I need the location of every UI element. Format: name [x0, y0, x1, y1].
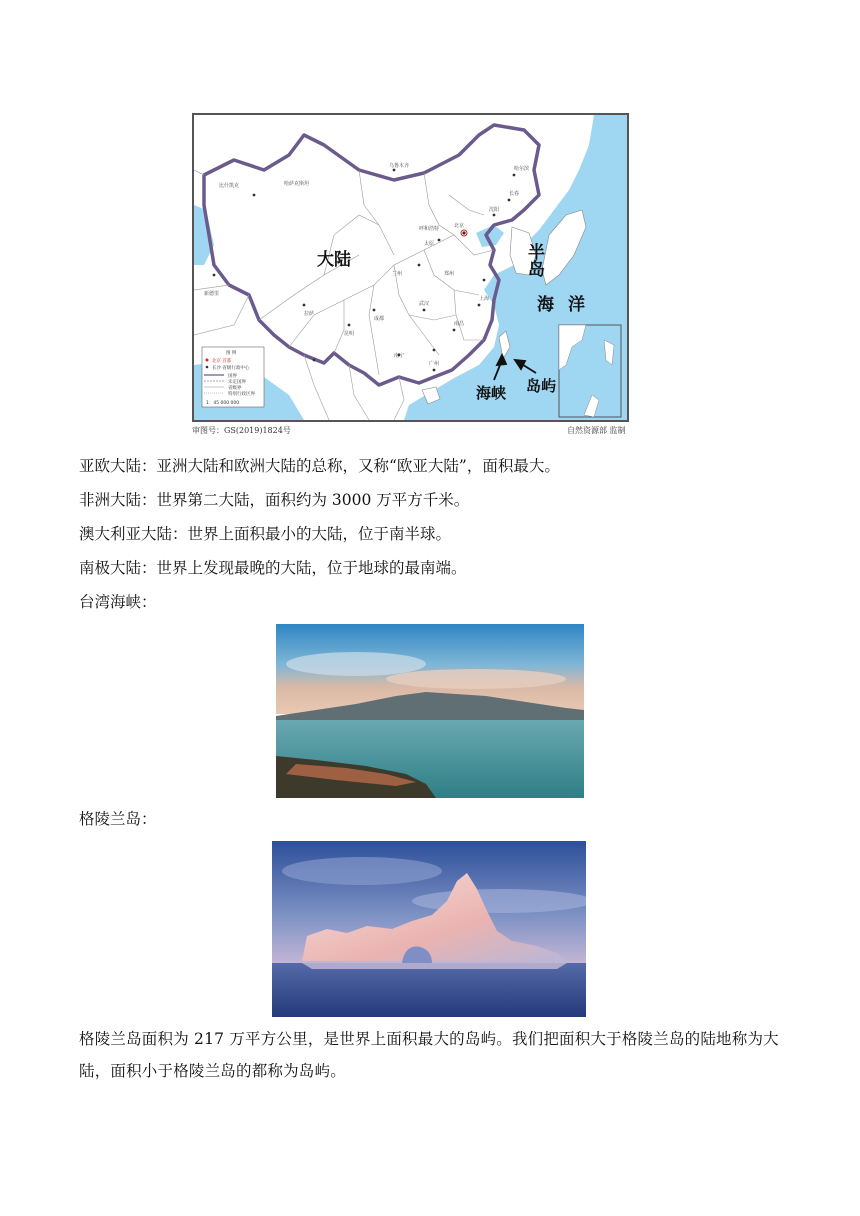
svg-text:比什凯克: 比什凯克	[219, 183, 240, 189]
china-map-figure	[192, 113, 629, 422]
svg-text:郑州: 郑州	[444, 271, 455, 277]
svg-text:1：45 000 000: 1：45 000 000	[206, 401, 240, 406]
china-map	[194, 115, 627, 420]
svg-text:北京 首都: 北京 首都	[212, 359, 232, 364]
paragraph-africa: 非洲大陆：世界第二大陆，面积约为 3000 万平方千米。	[79, 491, 470, 509]
label-dalu: 大陆	[317, 250, 351, 270]
svg-text:成都: 成都	[374, 316, 385, 322]
svg-text:哈萨克斯坦: 哈萨克斯坦	[284, 181, 310, 187]
svg-text:省级界: 省级界	[228, 386, 242, 391]
greenland-iceberg-photo	[272, 841, 586, 1017]
label-haixia: 海峡	[476, 384, 507, 402]
svg-text:沈阳: 沈阳	[489, 207, 500, 213]
svg-text:南宁: 南宁	[394, 353, 405, 359]
svg-text:南昌: 南昌	[454, 321, 465, 327]
svg-text:拉萨: 拉萨	[304, 311, 315, 317]
svg-text:未定国界: 未定国界	[228, 380, 246, 385]
svg-text:国界: 国界	[228, 374, 237, 379]
taiwan-strait-photo	[276, 624, 584, 798]
label-daoyu: 岛屿	[526, 377, 557, 395]
svg-text:北京: 北京	[454, 223, 465, 229]
svg-text:昆明: 昆明	[344, 331, 355, 337]
paragraph-taiwan-strait-heading: 台湾海峡：	[79, 593, 157, 611]
svg-text:呼和浩特: 呼和浩特	[419, 226, 440, 232]
label-haiyang: 海洋	[537, 295, 599, 315]
svg-text:长沙 省级行政中心: 长沙 省级行政中心	[212, 366, 250, 371]
svg-text:特别行政区界: 特别行政区界	[228, 392, 255, 397]
paragraph-australia: 澳大利亚大陆：世界上面积最小的大陆，位于南半球。	[79, 525, 452, 543]
map-publisher: 自然资源部 监制	[567, 426, 626, 435]
svg-text:长春: 长春	[509, 191, 520, 197]
svg-text:太原: 太原	[424, 241, 435, 247]
paragraph-greenland-heading: 格陵兰岛：	[79, 810, 157, 828]
paragraph-antarctica: 南极大陆：世界上发现最晚的大陆，位于地球的最南端。	[79, 559, 467, 577]
svg-text:广州: 广州	[429, 361, 440, 367]
svg-text:乌鲁木齐: 乌鲁木齐	[389, 163, 410, 169]
svg-text:哈尔滨: 哈尔滨	[514, 166, 530, 172]
paragraph-greenland-description: 格陵兰岛面积为 217 万平方公里，是世界上面积最大的岛屿。我们把面积大于格陵兰岛的陆地称为大陆，面积小于格陵兰岛的都称为岛屿。	[79, 1030, 779, 1080]
label-ban: 半岛	[524, 243, 544, 277]
map-approval-number: 审图号：GS(2019)1824号	[192, 426, 291, 435]
paragraph-eurasia: 亚欧大陆：亚洲大陆和欧洲大陆的总称，又称“欧亚大陆”，面积最大。	[79, 457, 560, 475]
svg-text:上海: 上海	[479, 296, 490, 302]
svg-text:兰州: 兰州	[392, 271, 403, 277]
svg-text:新德里: 新德里	[204, 291, 220, 297]
legend-title: 图 例	[226, 351, 237, 356]
svg-text:武汉: 武汉	[419, 301, 430, 307]
